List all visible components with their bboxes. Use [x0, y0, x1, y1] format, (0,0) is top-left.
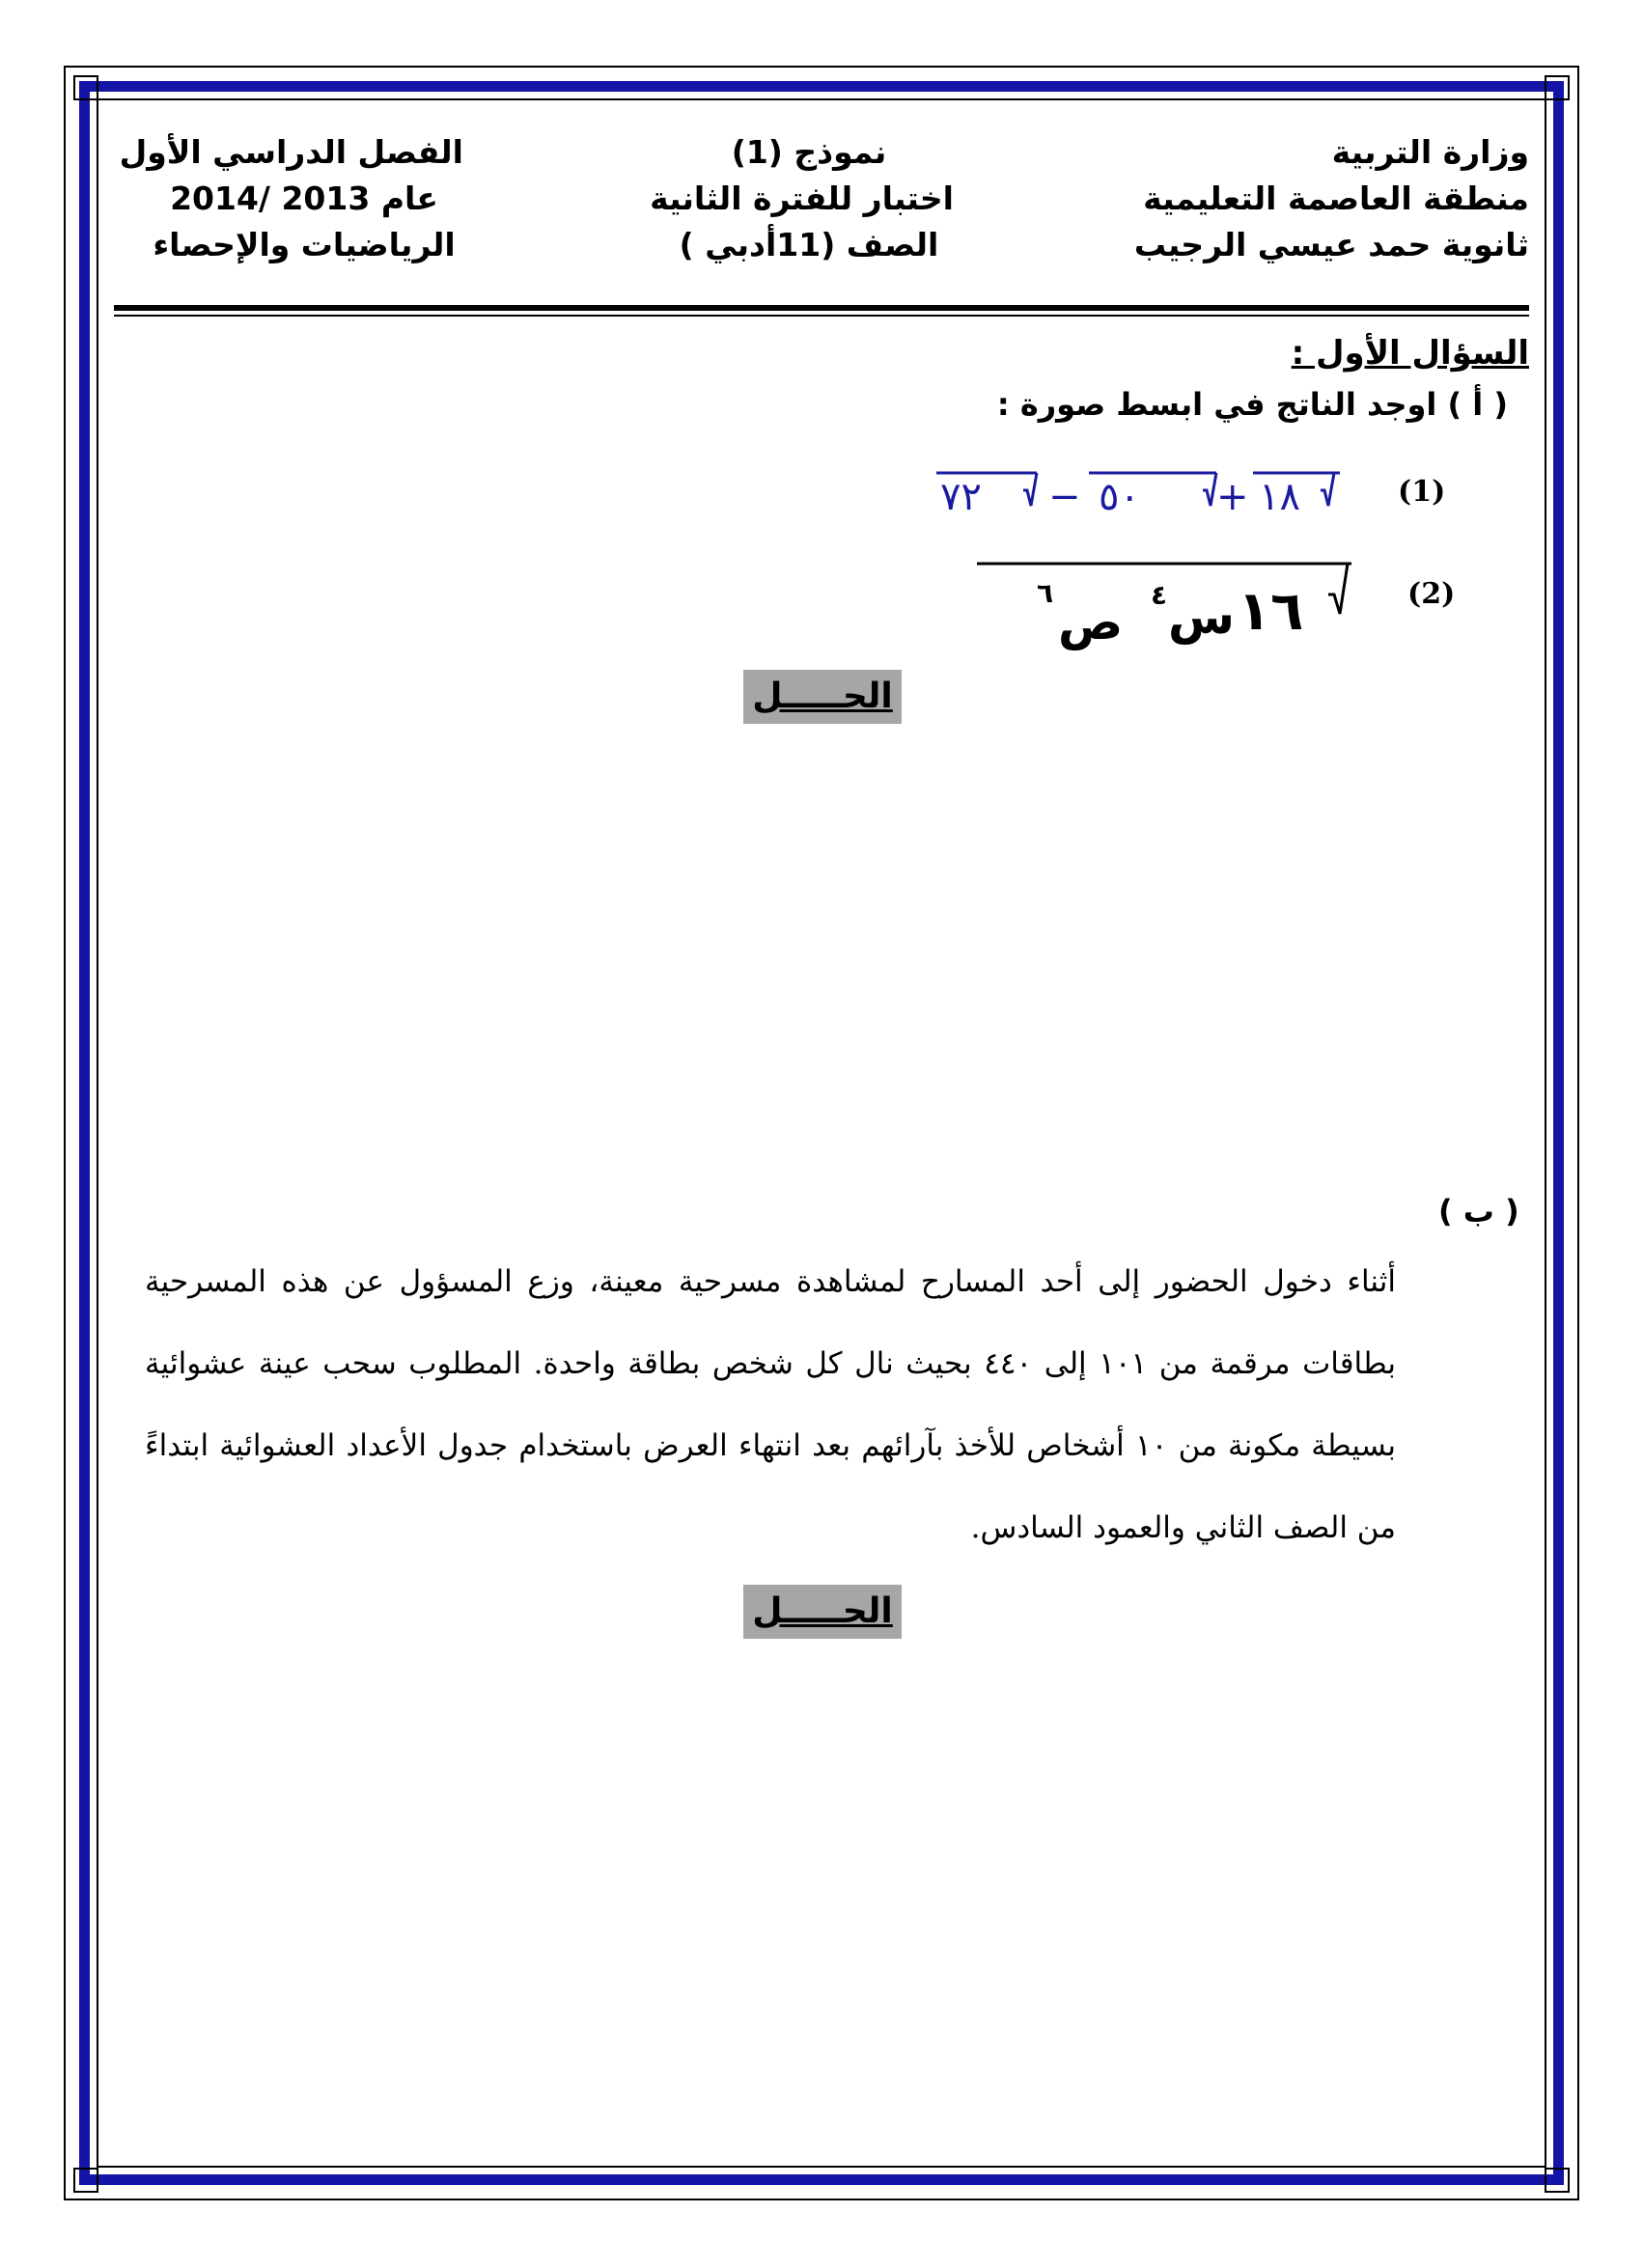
- svg-text:١٦: ١٦: [1238, 580, 1304, 643]
- item-2-number: (2): [1407, 577, 1456, 611]
- question-1-title: السؤال الأول :: [1291, 334, 1529, 373]
- header-model: نموذج (1): [731, 133, 887, 171]
- header-year: عام 2013 /2014: [170, 180, 438, 217]
- header-exam-title: اختبار للفترة الثانية: [650, 180, 954, 217]
- header-exam-info: [650, 129, 954, 268]
- header-term-info: [119, 129, 463, 268]
- part-b-text: أثناء دخول الحضور إلى أحد المسارح لمشاهدة مسرحية معينة، وزع المسؤول عن هذه المسرحية بطاقات مرقمة من ١٠١ إلى ٤٤٠ بحيث نال كل شخص بطاقة واحدة. المطلوب سحب عينة عشوائية بسيطة مكونة من ١٠ أشخاص للأخذ بآرائهم بعد انتهاء العرض باستخدام جدول الأعداد العشوائية ابتداءً من الصف الثاني والعمود السادس.: [145, 1264, 1397, 1545]
- item-2-expression: [975, 556, 1351, 652]
- question-1-part-a: ( أ ) اوجد الناتج في ابسط صورة :: [996, 386, 1508, 423]
- header-ministry: وزارة التربية: [1331, 133, 1529, 171]
- header-divider-thick: [114, 305, 1529, 311]
- header-school: ثانوية حمد عيسي الرجيب: [1133, 226, 1529, 263]
- svg-text:+: +: [1216, 475, 1249, 519]
- border-corner-bottom-left: [73, 2168, 98, 2193]
- solution-label-2: الحـــــل: [743, 1585, 902, 1639]
- item-1-number: (1): [1398, 475, 1446, 509]
- header-subject: الرياضيات والإحصاء: [153, 226, 456, 263]
- border-corner-bottom-right: [1545, 2168, 1570, 2193]
- svg-text:٤: ٤: [1151, 579, 1168, 611]
- svg-text:٧٢: ٧٢: [940, 475, 982, 519]
- item-1-expression: [934, 461, 1340, 529]
- border-corner-top-right: [1545, 75, 1570, 100]
- svg-text:١٨: ١٨: [1259, 475, 1300, 519]
- svg-text:٥٠: ٥٠: [1099, 475, 1140, 519]
- solution-label-1: الحـــــل: [743, 670, 902, 724]
- header-grade: الصف (11أدبي ): [679, 226, 939, 263]
- svg-text:٦: ٦: [1037, 577, 1054, 609]
- border-corner-top-left: [73, 75, 98, 100]
- header-school-info: [1134, 129, 1529, 268]
- svg-text:−: −: [1048, 475, 1081, 519]
- header-term: الفصل الدراسي الأول: [119, 133, 463, 171]
- svg-text:ص: ص: [1058, 595, 1124, 650]
- part-b-label: ( ب ): [1438, 1193, 1519, 1230]
- header-divider-thin: [114, 315, 1529, 317]
- header-district: منطقة العاصمة التعليمية: [1143, 180, 1529, 217]
- svg-text:س: س: [1168, 589, 1235, 645]
